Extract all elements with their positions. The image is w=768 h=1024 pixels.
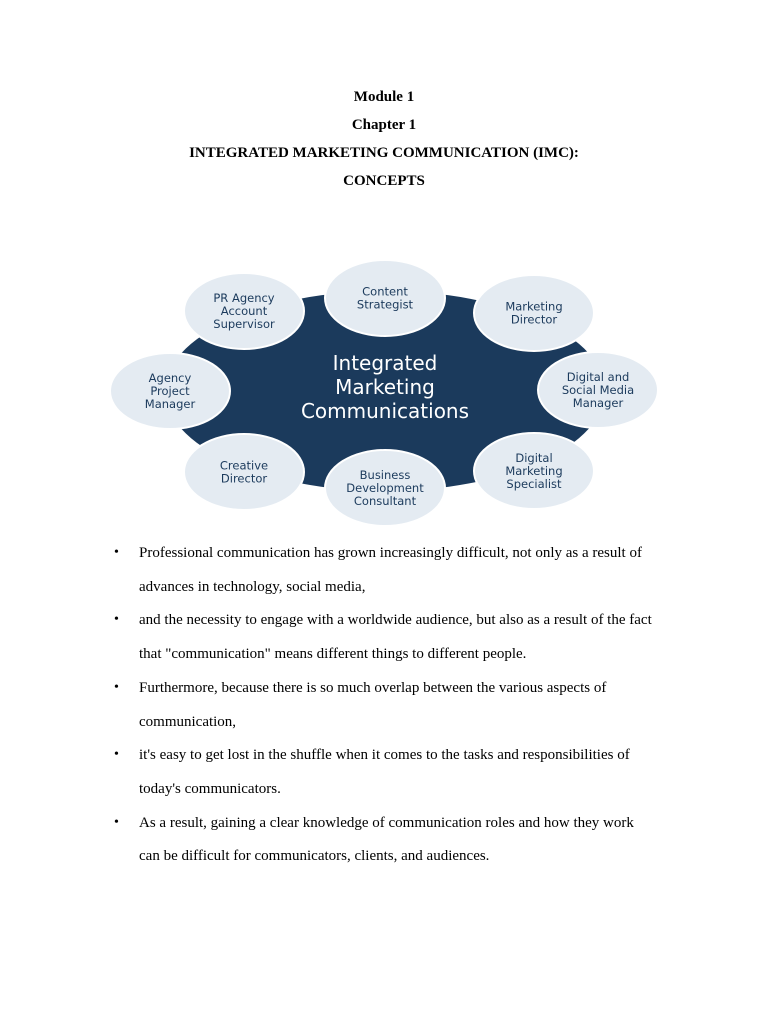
diagram-role-label: Marketing [505,464,563,478]
diagram-role-label: Business [359,468,411,482]
diagram-role-label: Consultant [353,494,417,508]
diagram-role-label: Strategist [356,297,414,312]
imc-diagram [100,250,670,530]
bullet-text-line: it's easy to get lost in the shuffle when it comes to the tasks and responsibilities of [139,747,630,764]
diagram-role-label: Digital [515,451,553,465]
diagram-role-label: Manager [572,396,624,410]
diagram-role-node [538,352,658,428]
diagram-role-label: Development [346,481,424,495]
diagram-role-label: Creative [219,458,269,473]
diagram-role-label: Content [362,284,408,299]
diagram-role-node [325,450,445,526]
diagram-role-node [474,433,594,509]
document-title: INTEGRATED MARKETING COMMUNICATION (IMC): [189,145,579,161]
diagram-center-line: Marketing [335,375,435,399]
diagram-role-label: Director [220,471,268,486]
bullet-text-line: As a result, gaining a clear knowledge of communication roles and how they work [139,814,634,831]
bullet-text-line: today's communicators. [139,780,281,797]
bullet-marker: • [114,612,119,628]
diagram-role-label: Account [220,304,268,318]
bullet-text-line: that "communication" means different things to different people. [139,646,527,663]
bullet-text-line: advances in technology, social media, [139,578,366,595]
diagram-role-node [474,275,594,351]
diagram-role-label: Agency [148,371,192,385]
diagram-role-node [110,353,230,429]
diagram-role-label: Supervisor [213,317,275,331]
diagram-role-label: Digital and [566,370,630,384]
diagram-role-node [325,260,445,336]
bullet-marker: • [114,679,119,695]
diagram-role-label: Project [150,384,190,398]
diagram-role-label: Social Media [561,383,635,397]
bullet-marker: • [114,814,119,830]
diagram-role-node [184,434,304,510]
bullet-marker: • [114,545,119,560]
bullet-text-line: Furthermore, because there is so much overlap between the various aspects of [139,679,607,696]
bullet-marker: • [114,747,119,763]
diagram-role-node [184,273,304,349]
bullet-text-line: and the necessity to engage with a worldwide audience, but also as a result of the fact [139,612,652,629]
document-subtitle: CONCEPTS [343,173,425,189]
diagram-role-label: Specialist [506,477,562,491]
diagram-center-line: Communications [300,399,470,423]
diagram-center-line: Integrated [332,351,438,375]
diagram-role-label: PR Agency [213,291,275,305]
bullet-text-line: can be difficult for communicators, clients, and audiences. [139,848,490,865]
chapter-label: Chapter 1 [351,117,417,133]
bullet-text-line: Professional communication has grown increasingly difficult, not only as a result of [139,545,642,561]
bullet-text-line: communication, [139,713,237,730]
diagram-role-label: Director [510,312,558,327]
diagram-role-label: Manager [144,397,196,411]
diagram-role-label: Marketing [505,299,563,314]
module-label: Module 1 [353,89,415,105]
